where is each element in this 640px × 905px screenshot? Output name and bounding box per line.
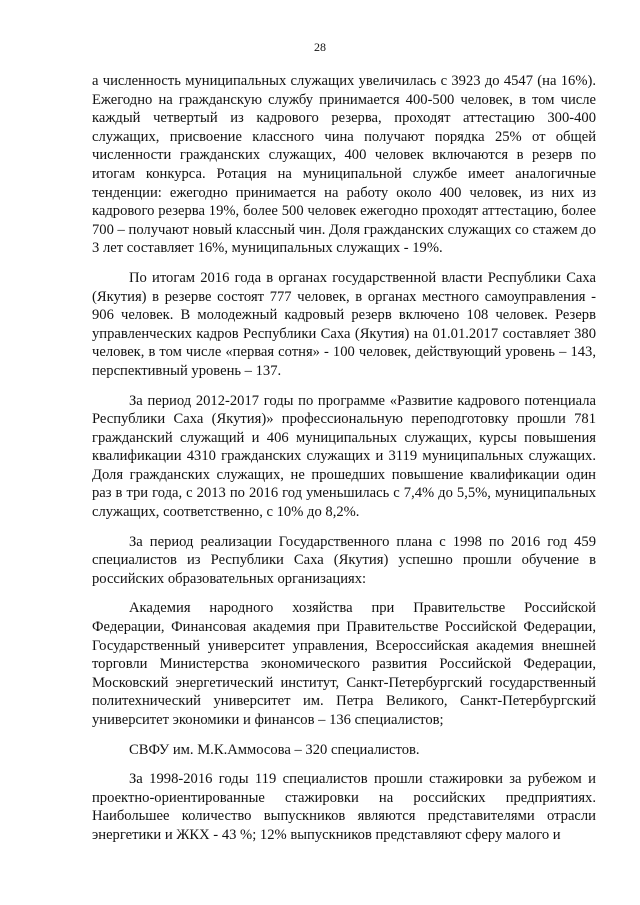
paragraph: За период реализации Государственного плана с 1998 по 2016 год 459 специалистов из Республики Саха (Якутия) успешно прошли обучение в российских образовательных организациях:	[92, 533, 596, 587]
paragraph: а численность муниципальных служащих увеличилась с 3923 до 4547 (на 16%). Ежегодно на гражданскую службу принимается 400-500 человек, в том числе каждый четвертый из кадрового резерва, проходят аттестацию 300-400 служащих, присвоение классного чина получают порядка 25% от общей численности гражданских служащих, 400 человек включаются в резерв по итогам конкурса. Ротация на муниципальной службе имеет аналогичные тенденции: ежегодно принимается на работу около 400 человек, из них из кадрового резерва 19%, более 500 человек ежегодно проходят аттестацию, более 700 – получают новый классный чин. Доля гражданских служащих со стажем до 3 лет составляет 16%, муниципальных служащих - 19%.	[92, 73, 596, 257]
paragraph: За 1998-2016 годы 119 специалистов прошли стажировки за рубежом и проектно-ориентированные стажировки на российских предприятиях. Наибольшее количество выпускников являются представителями отрасли энергетики и ЖКХ - 43 %; 12% выпускников представляют сферу малого и	[92, 771, 596, 843]
paragraph: Академия народного хозяйства при Правительстве Российской Федерации, Финансовая академия при Правительстве Российской Федерации, Государственный университет управления, Всероссийская академия внешней торговли Министерства экономического развития Российской Федерации, Московский энергетический институт, Санкт-Петербургский государственный политехнический университет им. Петра Великого, Санкт-Петербургский университет экономики и финансов – 136 специалистов;	[92, 600, 596, 728]
paragraph: За период 2012-2017 годы по программе «Развитие кадрового потенциала Республики Саха (Якутия)» профессиональную переподготовку прошли 781 гражданский служащий и 406 муниципальных служащих, курсы повышения квалификации 4310 гражданских служащих и 3119 муниципальных служащих. Доля гражданских служащих, не прошедших повышение квалификации один раз в три года, с 2013 по 2016 год уменьшилась с 7,4% до 5,5%, муниципальных служащих, соответственно, с 10% до 8,2%.	[92, 392, 596, 521]
page-body	[92, 72, 596, 845]
page-number: 28	[314, 40, 326, 54]
paragraph: По итогам 2016 года в органах государственной власти Республики Саха (Якутия) в резерве состоят 777 человек, в органах местного самоуправления - 906 человек. В молодежный кадровый резерв включено 108 человек. Резерв управленческих кадров Республики Саха (Якутия) на 01.01.2017 составляет 380 человек, в том числе «первая сотня» - 100 человек, действующий уровень – 143, перспективный уровень – 137.	[92, 269, 596, 379]
paragraph: СВФУ им. М.К.Аммосова – 320 специалистов.	[129, 741, 420, 758]
